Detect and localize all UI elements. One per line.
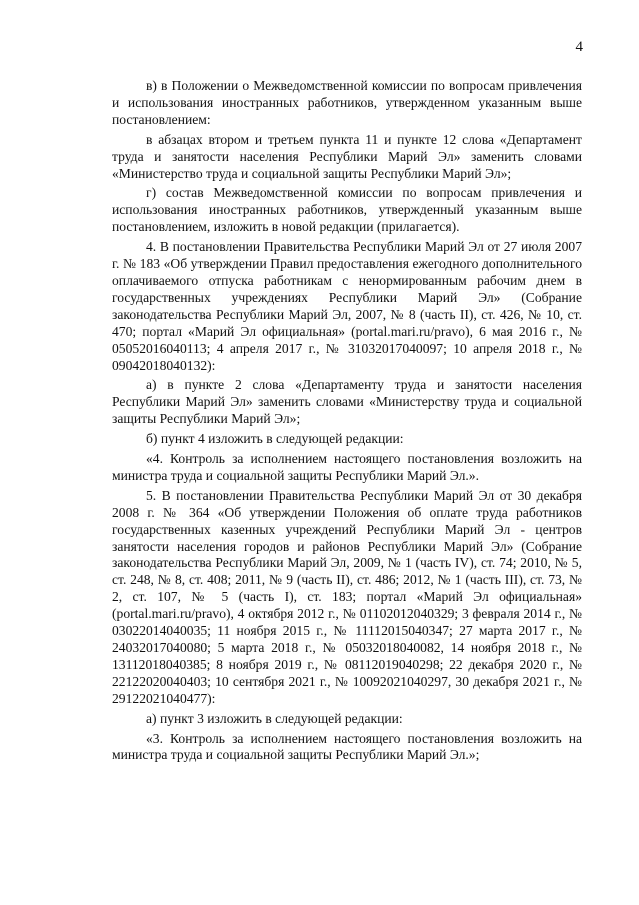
paragraph-replace-words-points-11-12: в абзацах втором и третьем пункта 11 и пункте 12 слова «Департамент труда и занятости населения Республики Марий Эл» заменить словами «Министерство труда и социальной защиты Республики Марий Эл»; bbox=[112, 131, 582, 181]
paragraph-a-point-2-replace: а) в пункте 2 слова «Департаменту труда и занятости населения Республики Марий Эл» заменить словами «Министерству труда и социальной защиты Республики Марий Эл»; bbox=[112, 377, 582, 427]
paragraph-v-commission-regulation: в) в Положении о Межведомственной комиссии по вопросам привлечения и использования иностранных работников, утвержденном указанным выше постановлением: bbox=[112, 78, 582, 127]
page-number: 4 bbox=[575, 39, 583, 55]
document-body bbox=[112, 78, 582, 764]
paragraph-item-4-resolution-183: 4. В постановлении Правительства Республики Марий Эл от 27 июля 2007 г. № 183 «Об утверждении Правил предоставления ежегодного дополнительного оплачиваемого отпуска работникам с ненормированным рабочим днем в государственных учреждениях Республики Марий Эл» (Собрание законодательства Республики Марий Эл, 2007, № 8 (часть II), ст. 426, № 10, ст. 470; портал «Марий Эл официальная» (portal.mari.ru/pravo), 6 мая 2016 г., № 05052016040113; 4 апреля 2017 г., № 31032017040097; 10 апреля 2018 г., № 09042018040132): bbox=[112, 239, 582, 373]
paragraph-item-5-resolution-364: 5. В постановлении Правительства Республики Марий Эл от 30 декабря 2008 г. № 364 «Об утверждении Положения об оплате труда работников государственных казенных учреждений Республики Марий Эл - центров занятости населения городов и районов Республики Марий Эл» (Собрание законодательства Республики Марий Эл, 2009, № 1 (часть IV), ст. 74; 2010, № 5, ст. 248, № 8, ст. 408; 2011, № 9 (часть II), ст. 486; 2012, № 1 (часть III), ст. 73, № 2, ст. 107, № 5 (часть I), ст. 183; портал «Марий Эл официальная» (portal.mari.ru/pravo), 4 октября 2012 г., № 01102012040329; 3 февраля 2014 г., № 03022014040035; 11 ноября 2015 г., № 11112015040347; 27 марта 2017 г., № 24032017040080; 5 марта 2018 г., № 05032018040082, 14 ноября 2018 г., № 13112018040385; 8 ноября 2019 г., № 08112019040298; 22 декабря 2020 г., № 22122020040403; 10 сентября 2021 г., № 10092021040297, 30 декабря 2021 г., № 29122021040477): bbox=[112, 487, 582, 706]
paragraph-g-commission-composition: г) состав Межведомственной комиссии по вопросам привлечения и использования иностранных работников, утвержденный указанным выше постановлением, изложить в новой редакции (прилагается). bbox=[112, 185, 582, 235]
paragraph-control-clause-4: «4. Контроль за исполнением настоящего постановления возложить на министра труда и социальной защиты Республики Марий Эл.». bbox=[112, 451, 582, 483]
paragraph-b-point-4-new-edition: б) пункт 4 изложить в следующей редакции: bbox=[146, 431, 404, 447]
paragraph-control-clause-3: «3. Контроль за исполнением настоящего постановления возложить на министра труда и социальной защиты Республики Марий Эл.»; bbox=[112, 730, 582, 763]
paragraph-a-point-3-new-edition: а) пункт 3 изложить в следующей редакции: bbox=[146, 710, 403, 726]
